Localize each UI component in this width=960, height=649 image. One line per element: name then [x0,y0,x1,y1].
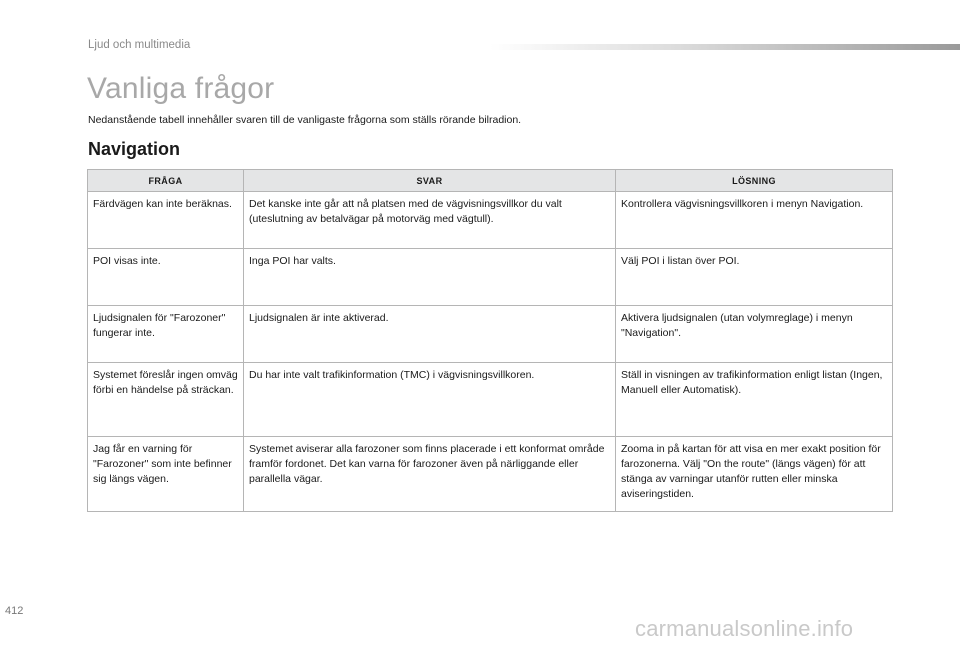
answer-cell: Inga POI har valts. [244,249,616,306]
intro-text: Nedanstående tabell innehåller svaren till de vanligaste frågorna som ställs rörande bilradion. [88,114,522,126]
solution-cell: Kontrollera vägvisningsvillkoren i menyn Navigation. [616,192,893,249]
solution-cell: Välj POI i listan över POI. [616,249,893,306]
question-cell: Jag får en varning för "Farozoner" som inte befinner sig längs vägen. [88,437,244,512]
watermark: carmanualsonline.info [635,616,854,641]
header-gradient-bar [490,44,960,50]
question-cell: Ljudsignalen för "Farozoner" fungerar inte. [88,306,244,363]
section-label: Ljud och multimedia [88,39,191,51]
answer-cell: Du har inte valt trafikinformation (TMC) i vägvisningsvillkoren. [244,363,616,437]
table-row [88,249,893,306]
question-cell: Systemet föreslår ingen omväg förbi en händelse på sträckan. [88,363,244,437]
page-title: Vanliga frågor [87,72,275,105]
table-row [88,192,893,249]
answer-cell: Systemet aviserar alla farozoner som finns placerade i ett konformat område framför fordonet. Det kan varna för farozoner även på närliggande eller parallella vägar. [244,437,616,512]
question-cell: POI visas inte. [88,249,244,306]
question-cell: Färdvägen kan inte beräknas. [88,192,244,249]
solution-cell: Zooma in på kartan för att visa en mer exakt position för farozonerna. Välj "On the route" (längs vägen) för att stänga av varningar utanför rutten eller minska aviseringstiden. [616,437,893,512]
column-header-question: FRÅGA [88,170,244,192]
column-header-answer: SVAR [244,170,616,192]
faq-table [87,169,893,512]
page-number: 412 [5,605,24,617]
table-header-row [88,170,893,192]
table-row [88,306,893,363]
answer-cell: Det kanske inte går att nå platsen med de vägvisningsvillkor du valt (uteslutning av betalvägar på motorväg med vägtull). [244,192,616,249]
solution-cell: Aktivera ljudsignalen (utan volymreglage) i menyn "Navigation". [616,306,893,363]
column-header-solution: LÖSNING [616,170,893,192]
table-row [88,363,893,437]
table-row [88,437,893,512]
section-heading: Navigation [88,139,181,159]
solution-cell: Ställ in visningen av trafikinformation enligt listan (Ingen, Manuell eller Automatisk). [616,363,893,437]
answer-cell: Ljudsignalen är inte aktiverad. [244,306,616,363]
